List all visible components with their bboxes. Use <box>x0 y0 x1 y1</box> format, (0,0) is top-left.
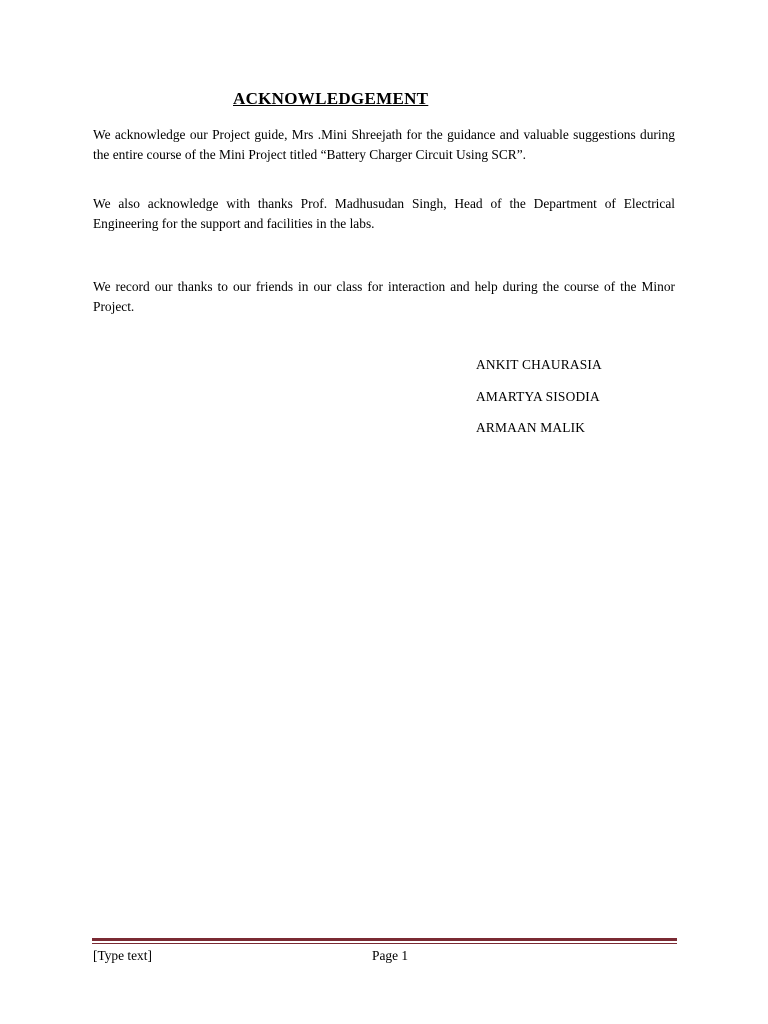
paragraph-department-acknowledgement: We also acknowledge with thanks Prof. Madhusudan Singh, Head of the Department of Electrical Engineering for the support and facilities in the labs. <box>93 196 675 231</box>
paragraph-guide-acknowledgement: We acknowledge our Project guide, Mrs .Mini Shreejath for the guidance and valuable suggestions during the entire course of the Mini Project titled “Battery Charger Circuit Using SCR”. <box>93 127 675 162</box>
footer-divider-thin <box>92 943 677 944</box>
signatory-name: ANKIT CHAURASIA <box>476 357 602 372</box>
paragraph-friends-acknowledgement: We record our thanks to our friends in our class for interaction and help during the course of the Minor Project. <box>93 279 675 314</box>
signatory-name: AMARTYA SISODIA <box>476 389 600 404</box>
document-title: ACKNOWLEDGEMENT <box>233 89 429 108</box>
footer-placeholder-text: [Type text] <box>93 948 152 963</box>
footer-divider-thick <box>92 938 677 941</box>
signatory-name: ARMAAN MALIK <box>476 420 586 435</box>
footer-page-number: Page 1 <box>372 948 409 963</box>
